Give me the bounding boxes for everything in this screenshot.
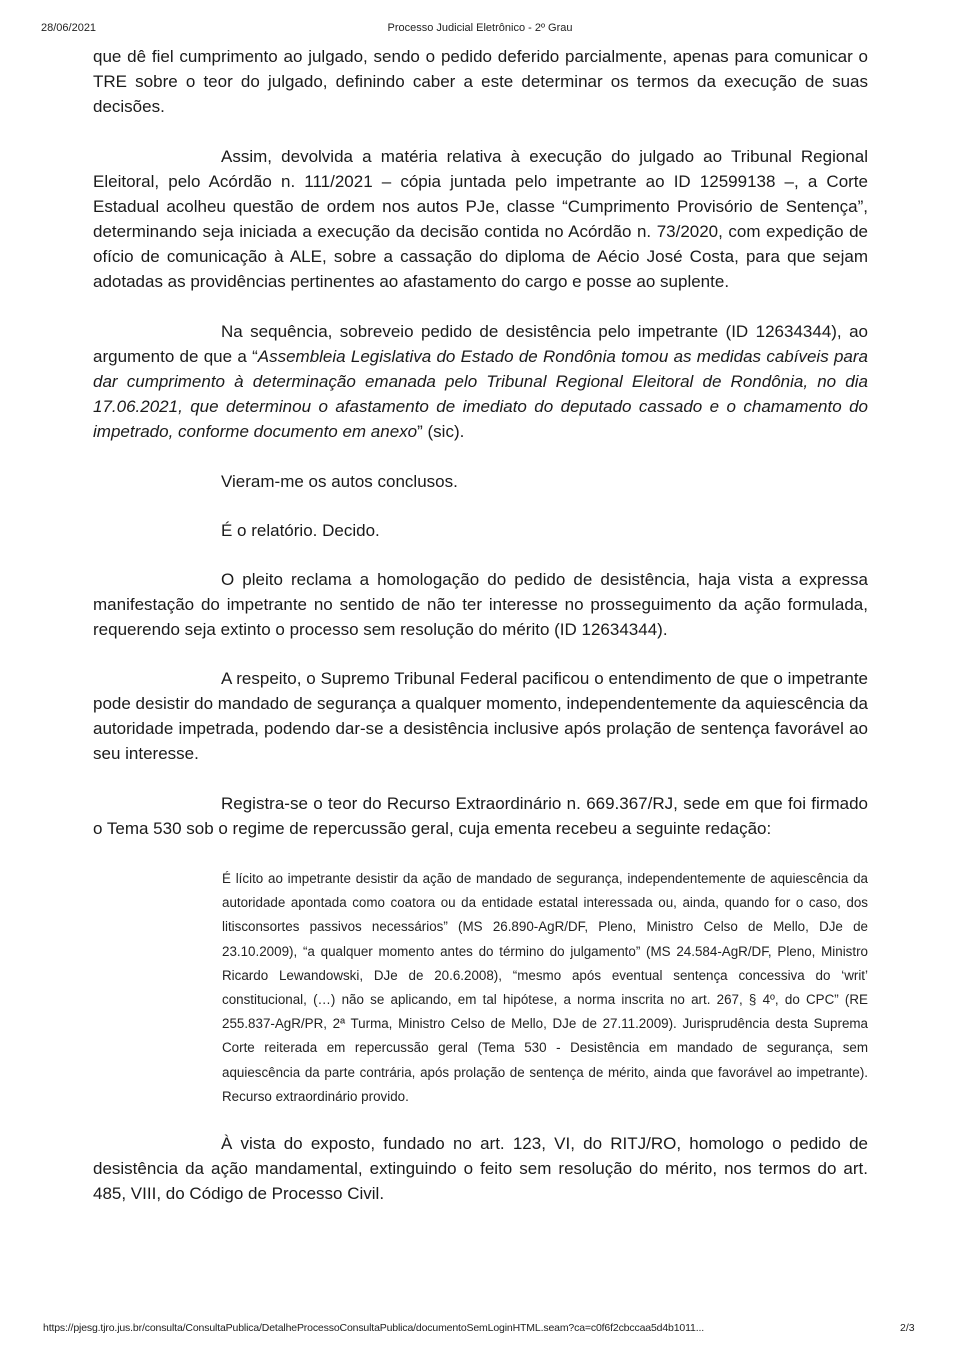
paragraph-text: Na sequência, sobreveio pedido de desistência pelo impetrante (ID 12634344), ao argumento de que a “	[93, 322, 868, 366]
quoted-text: Assembleia Legislativa do Estado de Rondônia tomou as medidas cabíveis para dar cumprimento à determinação emanada pelo Tribunal Regional Eleitoral de Rondônia, no dia 17.06.2021, que determinou o afastamento de imediato do deputado cassado e o chamamento do impetrado, conforme documento em anexo	[93, 347, 868, 441]
document-url: https://pjesg.tjro.jus.br/consulta/ConsultaPublica/DetalheProcessoConsultaPublica/documentoSemLoginHTML.seam?ca=c0f6f2cbccaa5d4b1011...	[43, 1322, 704, 1334]
paragraph-text: ” (sic).	[417, 422, 465, 441]
page-footer	[0, 1322, 960, 1336]
paragraph-continuation: que dê fiel cumprimento ao julgado, sendo o pedido deferido parcialmente, apenas para comunicar o TRE sobre o teor do julgado, definindo caber a este determinar os termos da execução de suas decisões.	[93, 47, 868, 116]
paragraph-decision: À vista do exposto, fundado no art. 123, VI, do RITJ/RO, homologo o pedido de desistência da ação mandamental, extinguindo o feito sem resolução do mérito, nos termos do art. 485, VIII, do Código de Processo Civil.	[93, 1134, 868, 1204]
paragraph-stf-understanding: A respeito, o Supremo Tribunal Federal pacificou o entendimento de que o impetrante pode desistir do mandado de segurança a qualquer momento, independentemente da aquiescência da autoridade impetrada, podendo dar-se a desistência inclusive após prolação de sentença favorável ao seu interesse.	[93, 669, 868, 763]
paragraph-conclusos: Vieram-me os autos conclusos.	[221, 472, 458, 491]
page-number: 2/3	[900, 1322, 915, 1334]
paragraph-re-reference: Registra-se o teor do Recurso Extraordinário n. 669.367/RJ, sede em que foi firmado o Tema 530 sob o regime de repercussão geral, cuja ementa recebeu a seguinte redação:	[93, 794, 868, 838]
print-date: 28/06/2021	[41, 22, 97, 34]
document-body	[93, 44, 868, 1206]
page-title: Processo Judicial Eletrônico - 2º Grau	[387, 22, 573, 34]
paragraph-homologation-request: O pleito reclama a homologação do pedido de desistência, haja vista a expressa manifestação do impetrante no sentido de não ter interesse no prosseguimento da ação formulada, requerendo seja extinto o processo sem resolução do mérito (ID 12634344).	[93, 570, 868, 639]
paragraph-execution: Assim, devolvida a matéria relativa à execução do julgado ao Tribunal Regional Eleitoral, pelo Acórdão n. 111/2021 – cópia juntada pelo impetrante ao ID 12599138 –, a Corte Estadual acolheu questão de ordem nos autos PJe, classe “Cumprimento Provisório de Sentença”, determinando seja iniciada a execução da decisão contida no Acórdão n. 73/2020, com expedição de ofício de comunicação à ALE, sobre a cassação do diploma de Aécio José Costa, para que sejam adotadas as providências pertinentes ao afastamento do cargo e posse ao suplente.	[93, 147, 868, 291]
paragraph-relatorio: É o relatório. Decido.	[221, 521, 380, 540]
page-header	[0, 22, 960, 38]
block-quote-ementa: É lícito ao impetrante desistir da ação de mandado de segurança, independentemente de aquiescência da autoridade apontada como coatora ou da entidade estatal interessada ou, ainda, quando for o caso, dos litisconsortes passivos necessários” (MS 26.890-AgR/DF, Pleno, Ministro Celso de Mello, DJe de 23.10.2009), “a qualquer momento antes do término do julgamento” (MS 24.584-AgR/DF, Pleno, Ministro Ricardo Lewandowski, DJe de 20.6.2008), “mesmo após eventual sentença concessiva do ‘writ’ constitucional, (…) não se aplicando, em tal hipótese, a norma inscrita no art. 267, § 4º, do CPC” (RE 255.837-AgR/PR, 2ª Turma, Ministro Celso de Mello, DJe de 27.11.2009). Jurisprudência desta Suprema Corte reiterada em repercussão geral (Tema 530 - Desistência em mandado de segurança, sem aquiescência da parte contrária, após prolação de sentença de mérito, ainda que favorável ao impetrante). Recurso extraordinário provido.	[222, 871, 868, 1104]
paragraph-desistance-request	[93, 319, 868, 444]
